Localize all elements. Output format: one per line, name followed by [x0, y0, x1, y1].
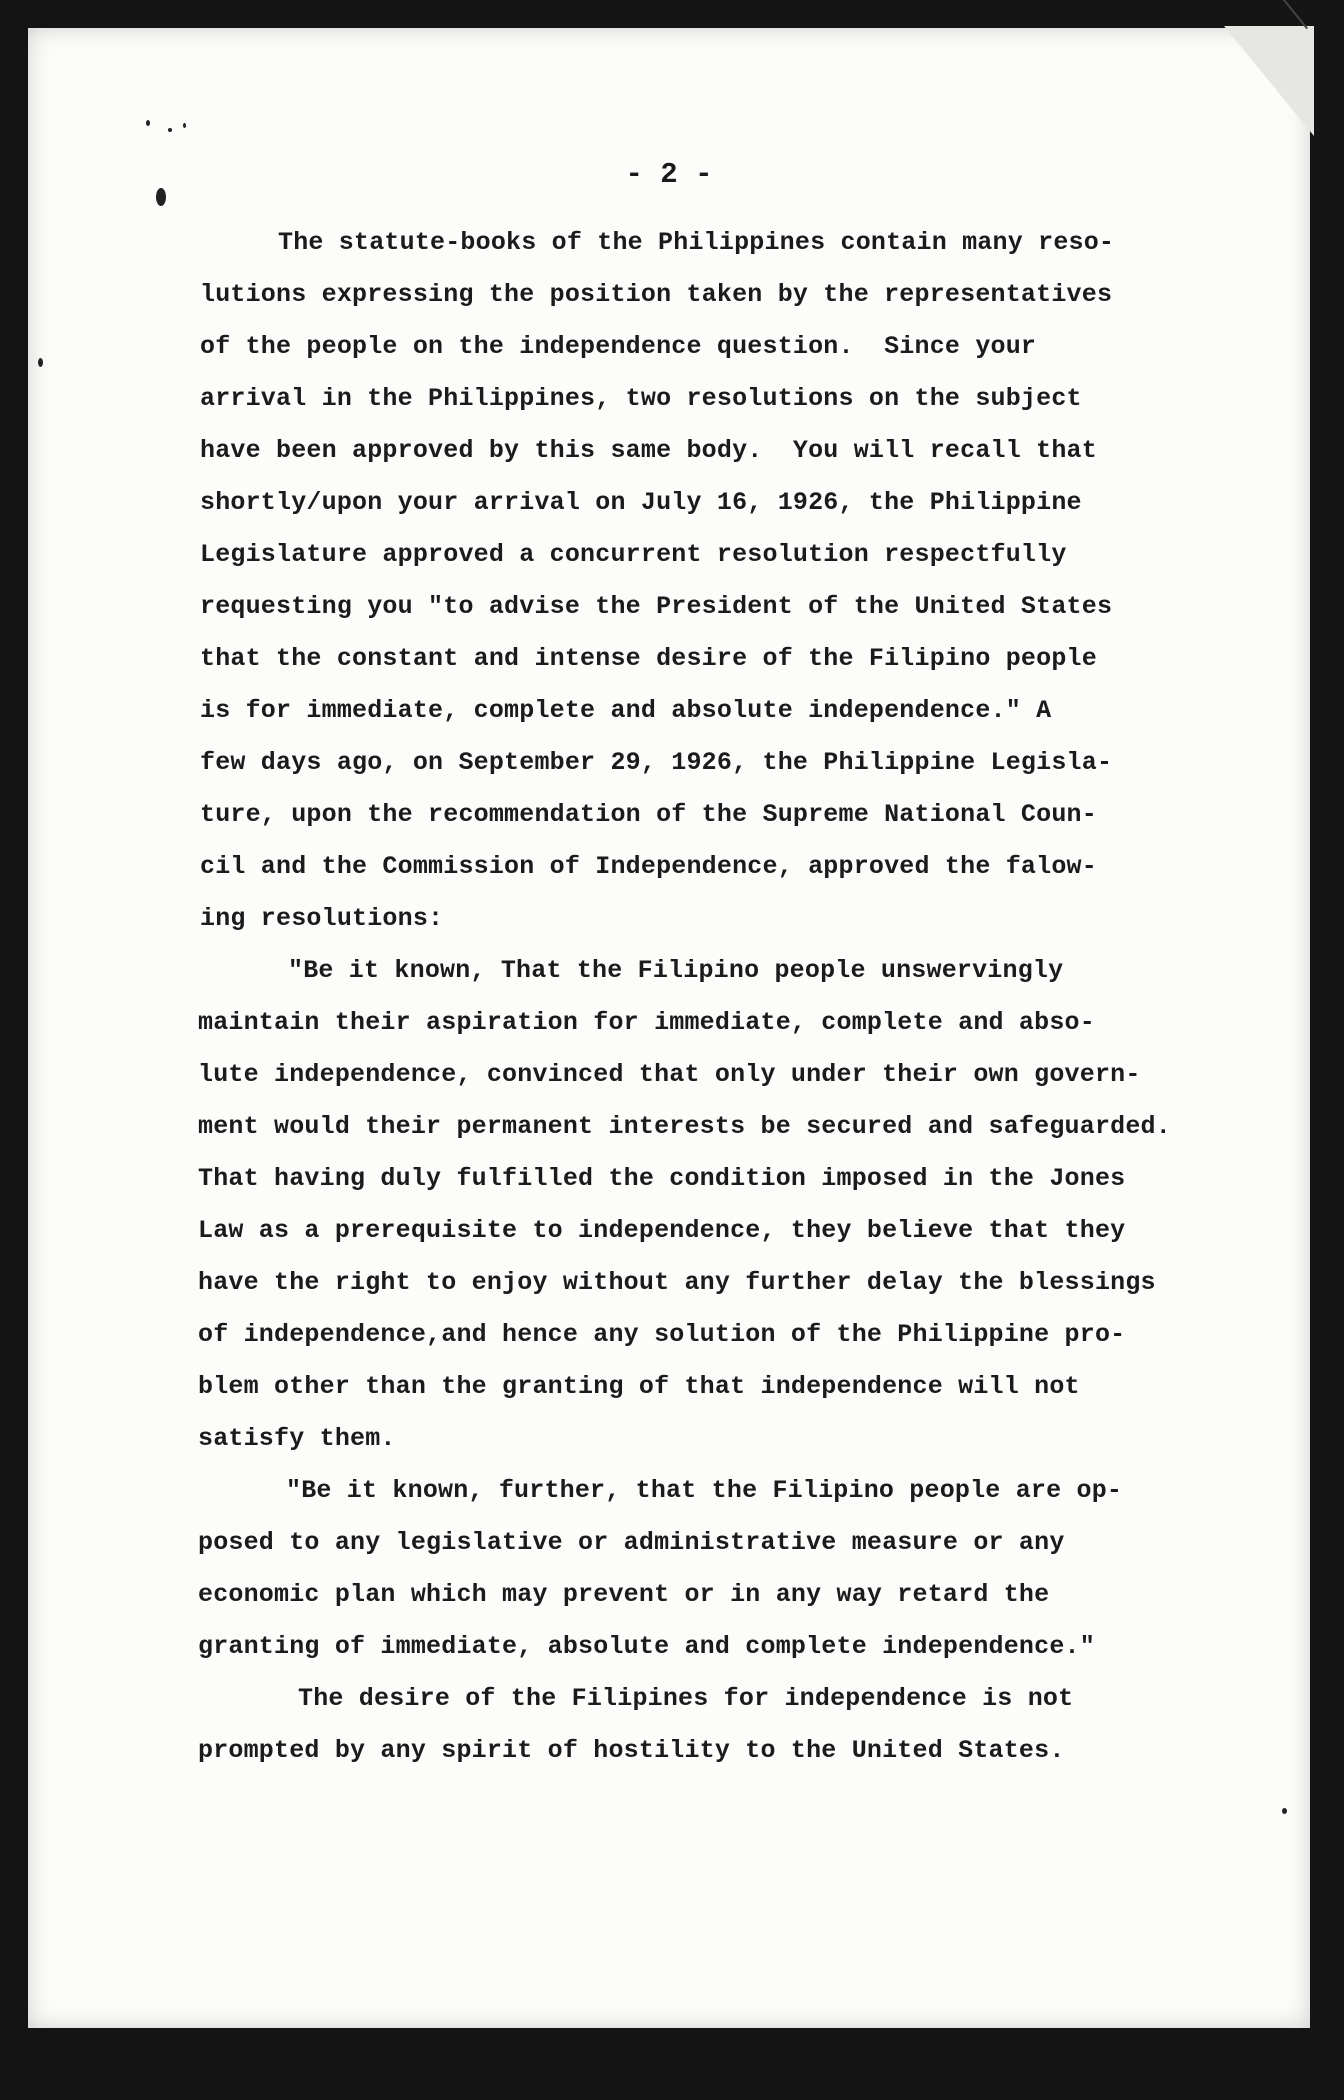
text-line: "Be it known, That the Filipino people unswervingly — [288, 956, 1064, 985]
text-line: shortly/upon your arrival on July 16, 1926, the Philippine — [200, 488, 1082, 517]
text-line: of the people on the independence question. Since your — [200, 332, 1037, 361]
text-line: satisfy them. — [198, 1424, 396, 1453]
text-line: Legislature approved a concurrent resolution respectfully — [200, 540, 1067, 569]
text-line: economic plan which may prevent or in any way retard the — [198, 1580, 1050, 1609]
text-line: The desire of the Filipines for independence is not — [298, 1684, 1074, 1713]
body-text — [28, 28, 1310, 1765]
ink-speck — [146, 120, 150, 126]
text-line: ment would their permanent interests be secured and safeguarded. — [198, 1112, 1171, 1141]
text-line: lutions expressing the position taken by the representatives — [200, 280, 1113, 309]
text-line: posed to any legislative or administrative measure or any — [198, 1528, 1065, 1557]
text-line: granting of immediate, absolute and complete independence." — [198, 1632, 1095, 1661]
ink-speck — [156, 188, 166, 206]
text-line: few days ago, on September 29, 1926, the Philippine Legisla- — [200, 748, 1113, 777]
text-line: Law as a prerequisite to independence, they believe that they — [198, 1216, 1126, 1245]
text-line: blem other than the granting of that independence will not — [198, 1372, 1080, 1401]
text-line: have been approved by this same body. You will recall that — [200, 436, 1097, 465]
text-line: cil and the Commission of Independence, approved the falow- — [200, 852, 1097, 881]
text-line: is for immediate, complete and absolute independence." A — [200, 696, 1052, 725]
text-line: arrival in the Philippines, two resolutions on the subject — [200, 384, 1082, 413]
ink-speck — [38, 358, 43, 367]
text-line: of independence,and hence any solution of the Philippine pro- — [198, 1320, 1126, 1349]
fold-crease — [1218, 0, 1308, 29]
ink-speck — [183, 123, 186, 128]
text-line: ture, upon the recommendation of the Supreme National Coun- — [200, 800, 1097, 829]
ink-speck — [1282, 1808, 1287, 1814]
text-line: maintain their aspiration for immediate, complete and abso- — [198, 1008, 1095, 1037]
text-line: That having duly fulfilled the condition imposed in the Jones — [198, 1164, 1126, 1193]
text-line: requesting you "to advise the President of the United States — [200, 592, 1113, 621]
page-number: - 2 - — [625, 158, 713, 191]
document-page — [28, 28, 1310, 2028]
text-line: The statute-books of the Philippines contain many reso- — [278, 228, 1115, 257]
text-line: prompted by any spirit of hostility to the United States. — [198, 1736, 1065, 1765]
text-line: "Be it known, further, that the Filipino people are op- — [286, 1476, 1123, 1505]
text-line: ing resolutions: — [200, 904, 444, 933]
text-line: have the right to enjoy without any further delay the blessings — [198, 1268, 1156, 1297]
text-line: that the constant and intense desire of the Filipino people — [200, 644, 1097, 673]
ink-speck — [168, 128, 172, 132]
text-line: lute independence, convinced that only under their own govern- — [198, 1060, 1141, 1089]
